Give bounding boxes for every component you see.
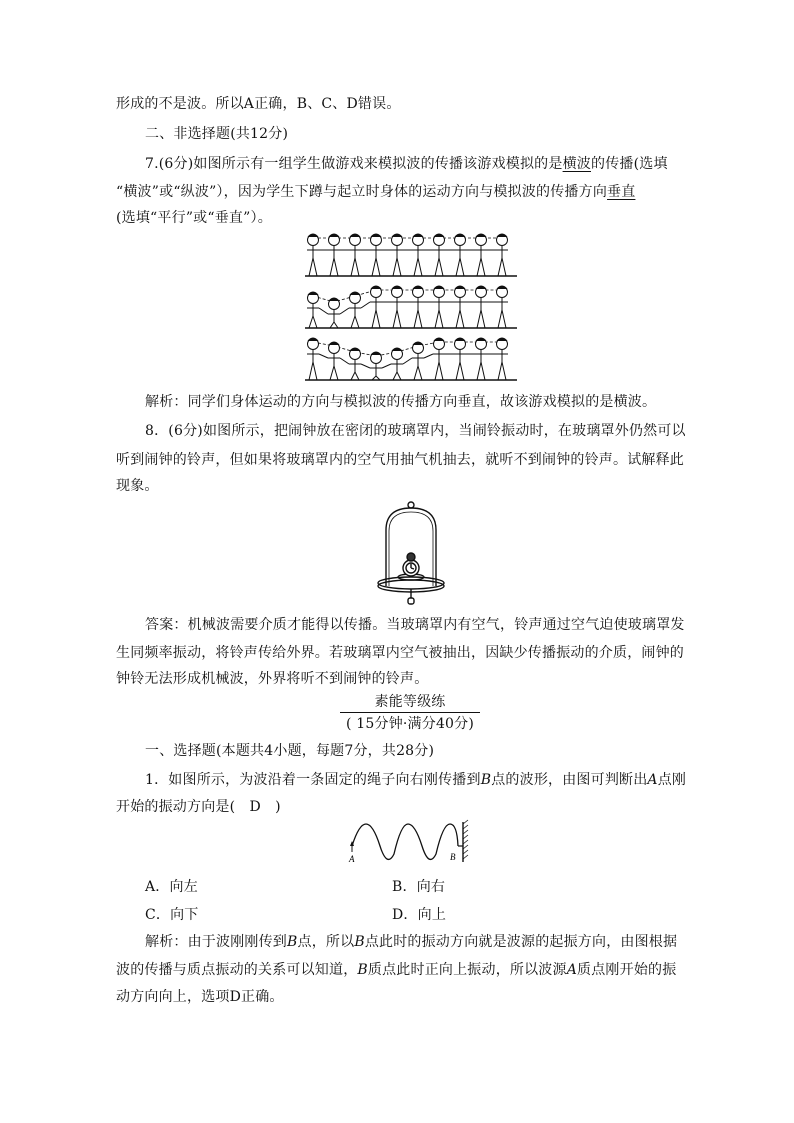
q1-point-b: B xyxy=(287,934,298,950)
q1-analysis-text: 解析：由于波刚刚传到 xyxy=(145,934,287,950)
q8-line2: 听到闹钟的铃声，但如果将玻璃罩内的空气用抽气机抽去，就听不到闹钟的铃声。试解释此 xyxy=(116,452,684,468)
label-a: A xyxy=(349,854,355,864)
paragraph-continuation: 形成的不是波。所以A正确，B、C、D错误。 xyxy=(116,96,401,112)
practice-subtitle: ( 15分钟·满分40分) xyxy=(345,716,475,732)
section-heading-nonchoice: 二、非选择题(共12分) xyxy=(145,126,289,142)
q8-answer-line1: 答案：机械波需要介质才能得以传播。当玻璃罩内有空气，铃声通过空气迫使玻璃罩发 xyxy=(145,617,685,633)
q1-option-c: C．向下 xyxy=(145,907,199,923)
q7-answer-1: 横波 xyxy=(562,156,591,172)
q8-line1: 8．(6分)如图所示，把闹钟放在密闭的玻璃罩内，当闹铃振动时，在玻璃罩外仍然可以 xyxy=(145,423,686,439)
label-b: B xyxy=(450,852,456,862)
practice-title: 素能等级练 xyxy=(374,694,446,710)
q1-analysis-line1 xyxy=(145,932,677,952)
q1-analysis-text: 点此时的振动方向就是波源的起振方向，由图根据 xyxy=(364,934,678,950)
q1-line1 xyxy=(145,770,686,790)
q1-line2: 开始的振动方向是( D ) xyxy=(116,799,281,815)
q7-text: 7.(6分)如图所示有一组学生做游戏来模拟波的传播该游戏模拟的是 xyxy=(145,156,563,172)
q1-analysis-text: 质点刚开始的振 xyxy=(577,962,677,978)
q8-answer-line3: 钟铃无法形成机械波，外界将听不到闹钟的铃声。 xyxy=(116,671,429,687)
q7-answer-2: 垂直 xyxy=(607,184,636,200)
rope-wave-figure xyxy=(346,818,476,866)
q7-line3: (选填“平行”或“垂直”）。 xyxy=(116,210,272,226)
q1-option-d: D．向上 xyxy=(392,907,447,923)
q1-analysis-text: 波的传播与质点振动的关系可以知道， xyxy=(116,962,358,978)
q1-point-a: A xyxy=(566,962,578,978)
q1-text: 点刚 xyxy=(657,772,687,788)
students-wave-figure xyxy=(303,232,519,382)
practice-divider xyxy=(340,712,480,713)
q7-analysis: 解析：同学们身体运动的方向与模拟波的传播方向垂直，故该游戏模拟的是横波。 xyxy=(145,394,657,410)
q1-analysis-line3: 动方向向上，选项D正确。 xyxy=(116,989,284,1005)
q1-analysis-text: 质点此时正向上振动，所以波源 xyxy=(367,962,567,978)
section-heading-choice: 一、选择题(本题共4小题，每题7分，共28分) xyxy=(145,743,435,759)
q1-point-a: A xyxy=(647,772,658,788)
q7-line1 xyxy=(145,154,668,174)
q7-text: “横波”或“纵波”），因为学生下蹲与起立时身体的运动方向与模拟波的传播方向 xyxy=(116,184,608,200)
q7-line2 xyxy=(116,182,635,202)
q1-point-b: B xyxy=(357,962,368,978)
q1-text: 1．如图所示，为波沿着一条固定的绳子向右刚传播到 xyxy=(145,772,481,788)
q7-text: 的传播(选填 xyxy=(591,156,668,172)
q1-option-a: A．向左 xyxy=(145,879,198,895)
q1-point-b: B xyxy=(354,934,365,950)
q8-line3: 现象。 xyxy=(116,478,159,494)
q1-point-b: B xyxy=(480,772,492,788)
q8-answer-line2: 生同频率振动，将铃声传给外界。若玻璃罩内空气被抽出，因缺少传播振动的介质，闹钟的 xyxy=(116,645,684,661)
bell-jar-clock-figure xyxy=(374,500,448,608)
q1-text: 点的波形，由图可判断出 xyxy=(491,772,648,788)
q1-option-b: B．向右 xyxy=(392,879,446,895)
q1-analysis-text: 点，所以 xyxy=(297,934,355,950)
q1-analysis-line2 xyxy=(116,960,676,980)
